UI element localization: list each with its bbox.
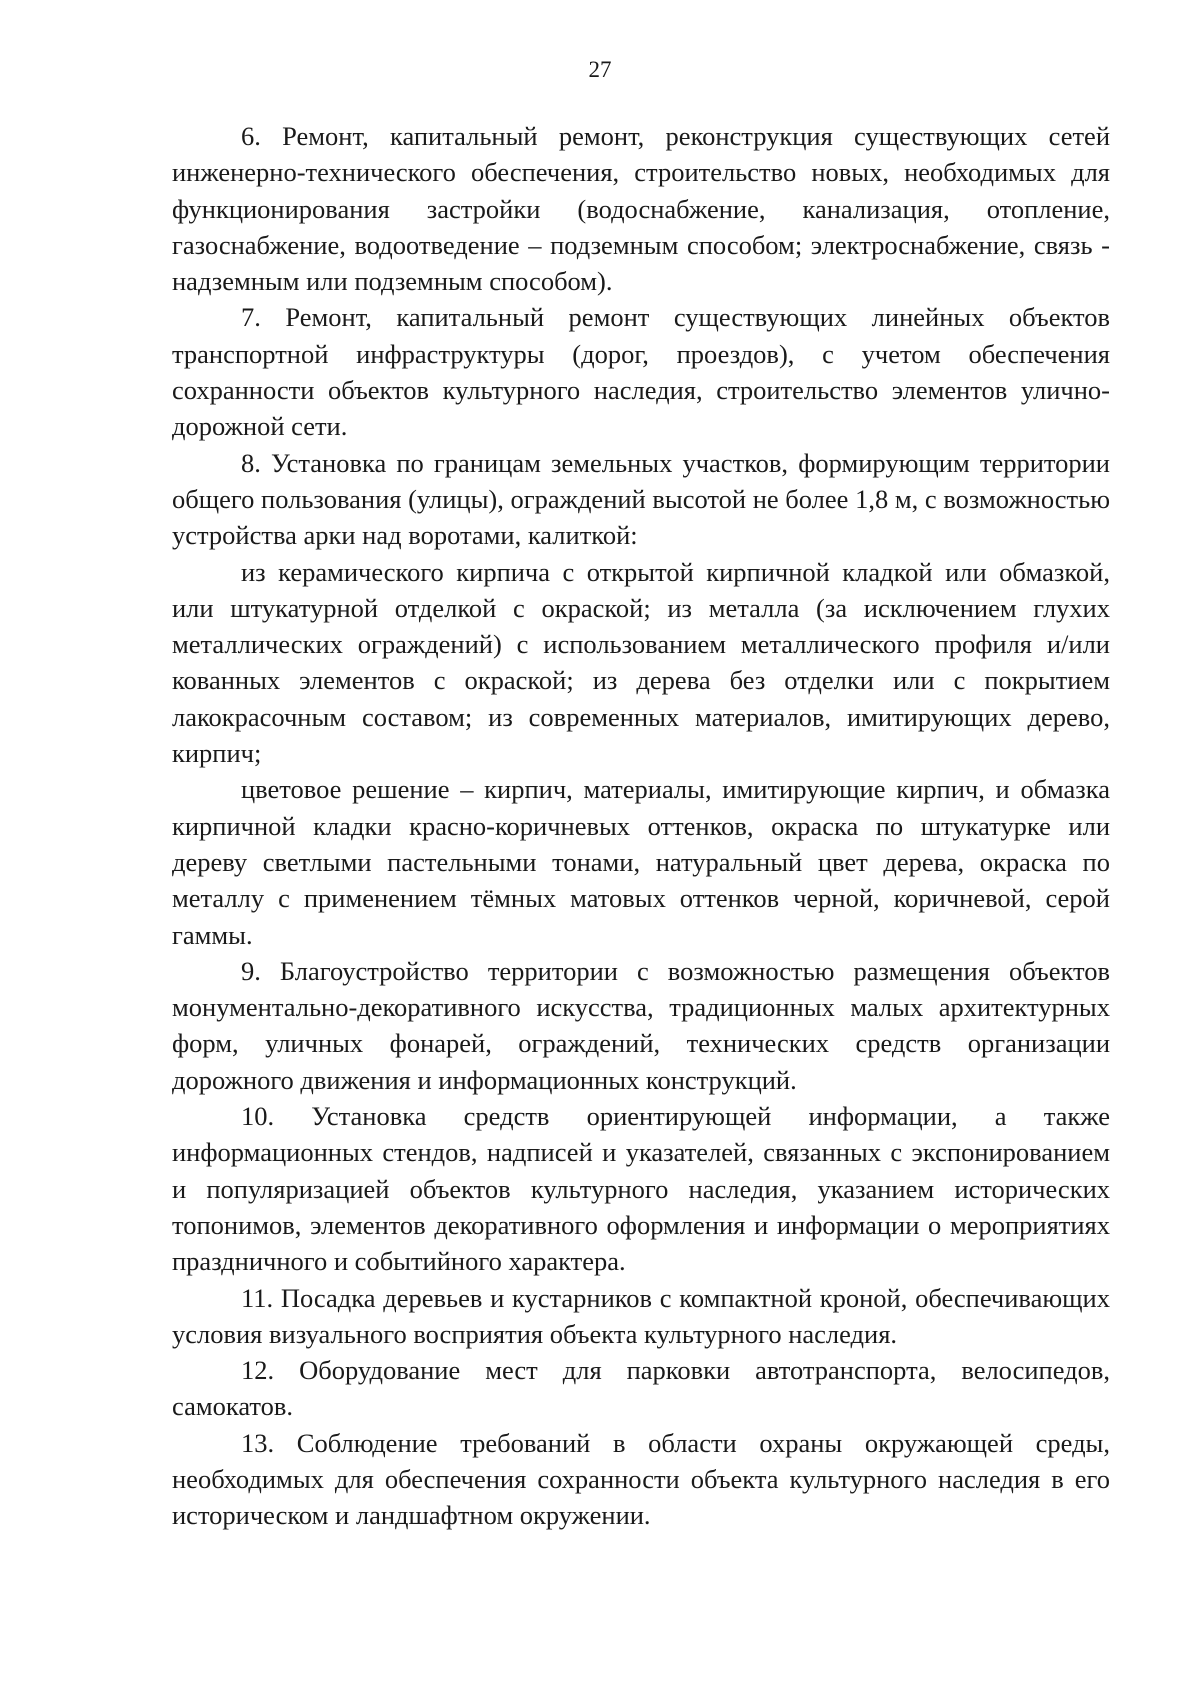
paragraph-item-7: 7. Ремонт, капитальный ремонт существующих линейных объектов транспортной инфраструктуры (дорог, проездов), с учетом обеспечения сохранности объектов культурного наследия, строительство элементов улично-дорожной сети.	[172, 302, 1110, 442]
paragraph-item-11: 11. Посадка деревьев и кустарников с компактной кроной, обеспечивающих условия визуального восприятия объекта культурного наследия.	[172, 1282, 1110, 1349]
document-body	[172, 118, 1110, 1534]
paragraph-item-8: 8. Установка по границам земельных участков, формирующим территории общего пользования (улицы), ограждений высотой не более 1,8 м, с возможностью устройства арки над воротами, калиткой:	[172, 447, 1110, 551]
page-number: 27	[588, 57, 612, 82]
paragraph-color-solution: цветовое решение – кирпич, материалы, имитирующие кирпич, и обмазка кирпичной кладки красно-коричневых оттенков, окраска по штукатурке или дереву светлыми пастельными тонами, натуральный цвет дерева, окраска по металлу с применением тёмных матовых оттенков черной, коричневой, серой гаммы.	[172, 774, 1110, 950]
paragraph-item-12: 12. Оборудование мест для парковки автотранспорта, велосипедов, самокатов.	[172, 1355, 1110, 1422]
paragraph-item-10: 10. Установка средств ориентирующей информации, а также информационных стендов, надписей и указателей, связанных с экспонированием и популяризацией объектов культурного наследия, указанием исторических топонимов, элементов декоративного оформления и информации о мероприятиях праздничного и событийного характера.	[172, 1101, 1110, 1277]
paragraph-materials: из керамического кирпича с открытой кирпичной кладкой или обмазкой, или штукатурной отделкой с окраской; из металла (за исключением глухих металлических ограждений) с использованием металлического профиля и/или кованных элементов с окраской; из дерева без отделки или с покрытием лакокрасочным составом; из современных материалов, имитирующих дерево, кирпич;	[172, 556, 1110, 769]
paragraph-item-9: 9. Благоустройство территории с возможностью размещения объектов монументально-декоративного искусства, традиционных малых архитектурных форм, уличных фонарей, ограждений, технических средств организации дорожного движения и информационных конструкций.	[172, 955, 1110, 1095]
paragraph-item-6: 6. Ремонт, капитальный ремонт, реконструкция существующих сетей инженерно-технического обеспечения, строительство новых, необходимых для функционирования застройки (водоснабжение, канализация, отопление, газоснабжение, водоотведение – подземным способом; электроснабжение, связь - надземным или подземным способом).	[172, 121, 1110, 297]
paragraph-item-13: 13. Соблюдение требований в области охраны окружающей среды, необходимых для обеспечения сохранности объекта культурного наследия в его историческом и ландшафтном окружении.	[172, 1427, 1110, 1531]
